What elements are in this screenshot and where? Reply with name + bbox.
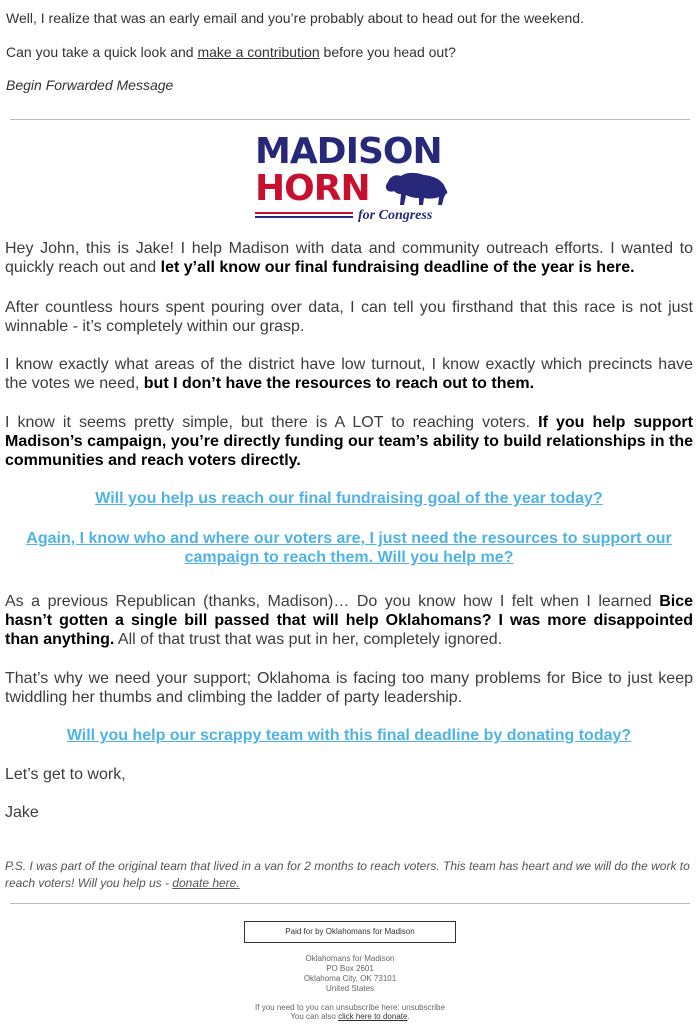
- paragraph-1: Hey John, this is Jake! I help Madison with data and community outreach efforts. I wanted to quickly reach out and let y’all know our final fundraising deadline of the year is here.: [5, 240, 693, 276]
- footer-country: United States: [325, 984, 375, 993]
- footer-po-box: PO Box 2601: [326, 964, 374, 973]
- footer-donate-link[interactable]: click here to donate: [338, 1012, 408, 1021]
- logo-bar-red: [255, 212, 353, 214]
- donate-here-link[interactable]: donate here.: [172, 876, 240, 890]
- paragraph-5: As a previous Republican (thanks, Madison)… Do you know how I felt when I learned Bice hasn’t gotten a single bill passed that will help Oklahomans? I was more disappointed than anything. All of that trust that was put in her, completely ignored.: [5, 593, 693, 648]
- make-contribution-link[interactable]: make a contribution: [197, 44, 320, 60]
- divider: [10, 119, 690, 120]
- cta-link-1-text[interactable]: Will you help us reach our final fundraising goal of the year today?: [95, 490, 603, 507]
- madison-horn-logo: [250, 130, 450, 228]
- unsubscribe-line[interactable]: If you need to you can unsubscribe here: unsubscribe: [255, 1003, 445, 1012]
- logo-line-1: MADISON: [255, 131, 442, 172]
- paragraph-4: I know it seems pretty simple, but there is A LOT to reaching voters. If you help support Madison’s campaign, you’re directly funding our team’s ability to build relationships in the communities and reach voters directly.: [5, 414, 693, 469]
- paragraph-6: That’s why we need your support; Oklahoma is facing too many problems for Bice to just keep twiddling her thumbs and climbing the ladder of party leadership.: [5, 670, 693, 706]
- footer-divider: [10, 903, 690, 904]
- cta-link-1[interactable]: [5, 489, 693, 508]
- postscript: P.S. I was part of the original team that lived in a van for 2 months to reach voters. This team has heart and we will do the work to reach voters! Will you help us - donate here.: [5, 859, 690, 890]
- logo-bar-navy: [255, 216, 353, 218]
- paragraph-2: After countless hours spent pouring over data, I can tell you firsthand that this race is not just winnable - it’s completely within our grasp.: [5, 299, 693, 335]
- forwarded-label: Begin Forwarded Message: [6, 77, 174, 93]
- donate-footer-line: You can also click here to donate.: [290, 1012, 410, 1021]
- footer-city: Oklahoma City, OK 73101: [303, 974, 397, 983]
- cta-link-3-text[interactable]: Will you help our scrappy team with this final deadline by donating today?: [66, 727, 632, 744]
- cta-link-2-text[interactable]: Again, I know who and where our voters are, I just need the resources to support our campaign to reach them. Will you help me?: [26, 530, 672, 566]
- paragraph-3: I know exactly what areas of the district have low turnout, I know exactly which precincts have the votes we need, but I don’t have the resources to reach out to them.: [5, 356, 693, 392]
- cta-link-3[interactable]: [5, 726, 693, 745]
- logo-tagline: for Congress: [358, 208, 433, 223]
- footer-org: Oklahomans for Madison: [305, 954, 395, 963]
- paid-for-box: Paid for by Oklahomans for Madison: [244, 921, 456, 943]
- cta-link-2[interactable]: [5, 529, 693, 567]
- bison-icon: [384, 172, 448, 206]
- intro-line-1: Well, I realize that was an early email and you’re probably about to head out for the weekend.: [6, 10, 584, 26]
- intro-line-2: Can you take a quick look and make a contribution before you head out?: [6, 44, 456, 60]
- signature: Jake: [5, 804, 39, 821]
- logo-line-2: HORN: [255, 168, 370, 209]
- closing-line: Let’s get to work,: [5, 766, 126, 783]
